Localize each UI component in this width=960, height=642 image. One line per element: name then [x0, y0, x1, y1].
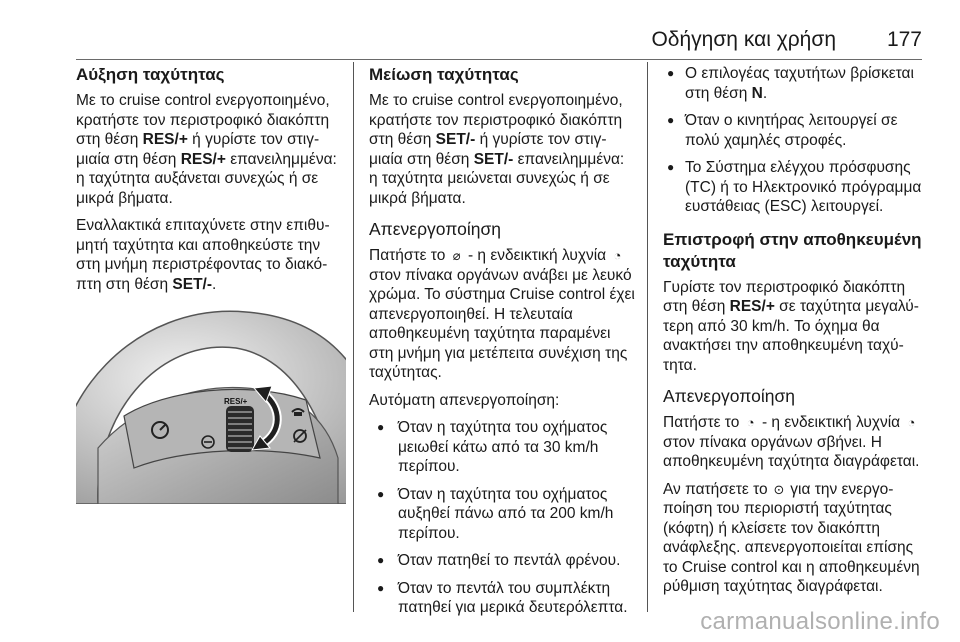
column-1 — [76, 64, 344, 504]
cruise-cancel-icon: ⌀ — [452, 248, 461, 263]
paragraph-increase-2: Εναλλακτικά επιταχύνετε στην επιθυμητή ταχύτητα και αποθηκεύστε την στη μνήμη περιστρέφοντας το διακόπτη στη θέση SET/-. — [76, 217, 330, 293]
cruise-indicator-icon: ◔ — [613, 248, 622, 263]
set-minus-label: SET/- — [435, 131, 476, 148]
res-plus-label: RES/+ — [142, 131, 188, 148]
speed-limiter-icon: ⊙ — [773, 481, 785, 497]
column-3 — [663, 64, 931, 605]
section-heading-resume-speed: Επιστροφή στην αποθηκευμένη ταχύτητα — [663, 229, 922, 271]
column-divider-1 — [353, 62, 354, 612]
steering-wheel-figure — [76, 308, 346, 504]
res-plus-figure-label: RES/+ — [224, 397, 248, 406]
list-item: ● Ο επιλογέας ταχυτήτων βρίσκεται στη θέση N. — [663, 64, 931, 103]
paragraph-decrease-1: Με το cruise control ενεργοποιημένο, κρατήστε τον περιστροφικό διακόπτη στη θέση SET/- ή γυρίστε τον στιγμιαία στη θέση SET/- επανειλημμένα: η ταχύτητα μειώνεται συνεχώς ή σε μικρά βήματα. — [369, 92, 625, 207]
cruise-indicator-icon: ◔ — [907, 415, 916, 430]
list-item: ● Το Σύστημα ελέγχου πρόσφυσης (TC) ή το Ηλεκτρονικό πρόγραμμα ευστάθειας (ESC) λειτουργεί. — [663, 158, 931, 217]
res-plus-label: RES/+ — [180, 150, 226, 168]
list-item: ● Όταν το πεντάλ του συμπλέκτη πατηθεί για μερικά δευτερόλεπτα. — [369, 579, 635, 618]
list-item: ● Όταν η ταχύτητα του οχήματος μειωθεί κάτω από τα 30 km/h περίπου. — [369, 418, 635, 477]
subheading-deactivation: Απενεργοποίηση — [369, 219, 502, 239]
auto-deactivation-label: Αυτόματη απενεργοποίηση: — [369, 391, 560, 409]
cruise-control-icon: ◔ — [746, 415, 755, 430]
subheading-deactivation: Απενεργοποίηση — [663, 386, 796, 406]
res-plus-label: RES/+ — [729, 298, 775, 315]
paragraph-limiter: Αν πατήσετε το ⊙ για την ενεργοποίηση του περιοριστή ταχύτητας (κόφτη) ή κλείσετε τον διακόπτη ανάφλεξης. απενεργοποιείται επίσης το Cruise control και η αποθηκευμένη ρύθμιση ταχύτητας διαγράφεται. — [663, 480, 920, 595]
page-number: 177 — [886, 28, 922, 51]
list-item: ● Όταν ο κινητήρας λειτουργεί σε πολύ χαμηλές στροφές. — [663, 111, 931, 150]
paragraph-deactivation-2: Πατήστε το ◔ - η ενδεικτική λυχνία ◔ στον πίνακα οργάνων σβήνει. Η αποθηκευμένη ταχύτητα διαγράφεται. — [663, 414, 920, 470]
header-rule — [76, 59, 922, 60]
auto-deactivation-list — [369, 418, 635, 618]
set-minus-label: SET/- — [473, 150, 514, 168]
auto-deactivation-list-continued — [663, 64, 931, 217]
list-item: ● Όταν πατηθεί το πεντάλ φρένου. — [369, 551, 635, 571]
section-heading-speed-decrease: Μείωση ταχύτητας — [369, 65, 519, 84]
section-heading-speed-increase: Αύξηση ταχύτητας — [76, 65, 225, 84]
paragraph-deactivation: Πατήστε το ⌀ - η ενδεικτική λυχνία ◔ στον πίνακα οργάνων ανάβει με λευκό χρώμα. Το σύστημα Cruise control έχει απενεργοποιηθεί. Η τελευταία αποθηκευμένη ταχύτητα παραμένει στη μνήμη για μετέπειτα συνέχιση της ταχύτητας. — [369, 247, 635, 381]
watermark: carmanualsonline.info — [700, 608, 940, 635]
page-header — [76, 26, 922, 60]
rotary-switch — [226, 406, 254, 452]
paragraph-increase-1: Με το cruise control ενεργοποιημένο, κρατήστε τον περιστροφικό διακόπτη στη θέση RES/+ ή γυρίστε τον στιγμιαία στη θέση RES/+ επανειλημμένα: η ταχύτητα αυξάνεται συνεχώς ή σε μικρά βήματα. — [76, 92, 337, 207]
neutral-label: N — [751, 84, 763, 102]
column-divider-2 — [647, 62, 648, 612]
paragraph-resume: Γυρίστε τον περιστροφικό διακόπτη στη θέση RES/+ σε ταχύτητα μεγαλύτερη από 30 km/h. Το όχημα θα ανακτήσει την αποθηκευμένη ταχύτητα. — [663, 278, 919, 374]
header-title: Οδήγηση και χρήση — [651, 28, 836, 51]
set-minus-label: SET/- — [172, 275, 213, 293]
steering-wheel-illustration — [76, 308, 346, 504]
list-item: ● Όταν η ταχύτητα του οχήματος αυξηθεί πάνω από τα 200 km/h περίπου. — [369, 485, 635, 544]
column-2 — [369, 64, 635, 626]
